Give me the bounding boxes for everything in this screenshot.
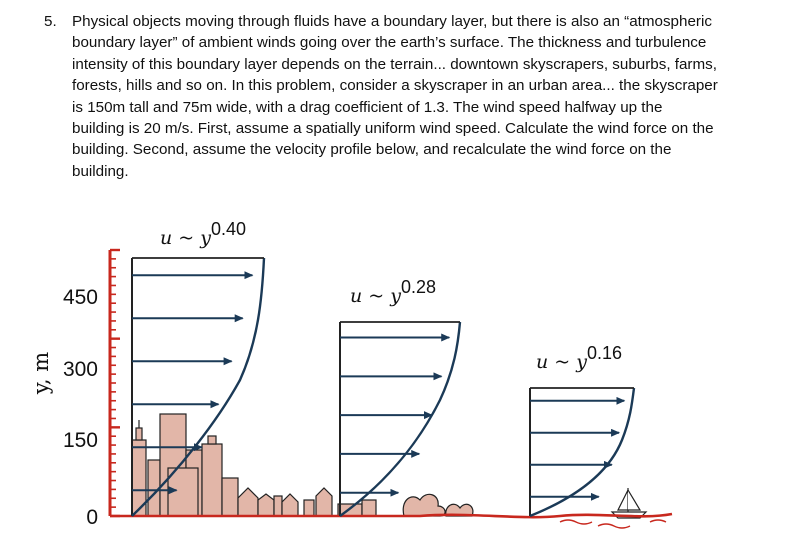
profile-equation: u ~ y0.40 <box>160 219 247 249</box>
velocity-profile-open-water <box>530 343 634 516</box>
problem-line: Physical objects moving through fluids have a boundary layer, but there is also an “atmospheric <box>72 13 712 30</box>
profile-equation: u ~ y0.16 <box>536 343 623 373</box>
problem-line: building. <box>72 162 129 180</box>
problem-line: forests, hills and so on. In this problem, consider a skyscraper in an urban area... the skyscraper <box>72 77 718 95</box>
y-tick-label-450: 450 <box>62 286 98 309</box>
problem-line: boundary layer” of ambient winds going over the earth’s surface. The thickness and turbulence <box>72 34 707 52</box>
y-tick-label-300: 300 <box>62 358 98 381</box>
problem-line: is 150m tall and 75m wide, with a drag coefficient of 1.3. The wind speed halfway up the <box>72 98 663 116</box>
y-axis-title: y, m <box>29 351 53 395</box>
problem-line: building is 20 m/s. First, assume a spatially uniform wind speed. Calculate the wind force on the <box>72 120 714 138</box>
profile-equation: u ~ y0.28 <box>350 277 437 307</box>
water-waves <box>560 520 666 528</box>
problem-line: building. Second, assume the velocity profile below, and recalculate the wind force on the <box>72 141 672 159</box>
problem-line: intensity of this boundary layer depends on the terrain... downtown skyscrapers, suburbs, farms, <box>72 55 717 73</box>
suburban-trees <box>403 494 473 516</box>
velocity-profile-suburban <box>340 277 460 516</box>
sailboat <box>612 488 646 518</box>
y-tick-label-150: 150 <box>62 429 98 452</box>
y-tick-label-0: 0 <box>86 506 98 529</box>
problem-number: 5. <box>44 13 57 30</box>
profile-arrows <box>530 401 624 497</box>
y-axis-ruler <box>110 250 120 516</box>
